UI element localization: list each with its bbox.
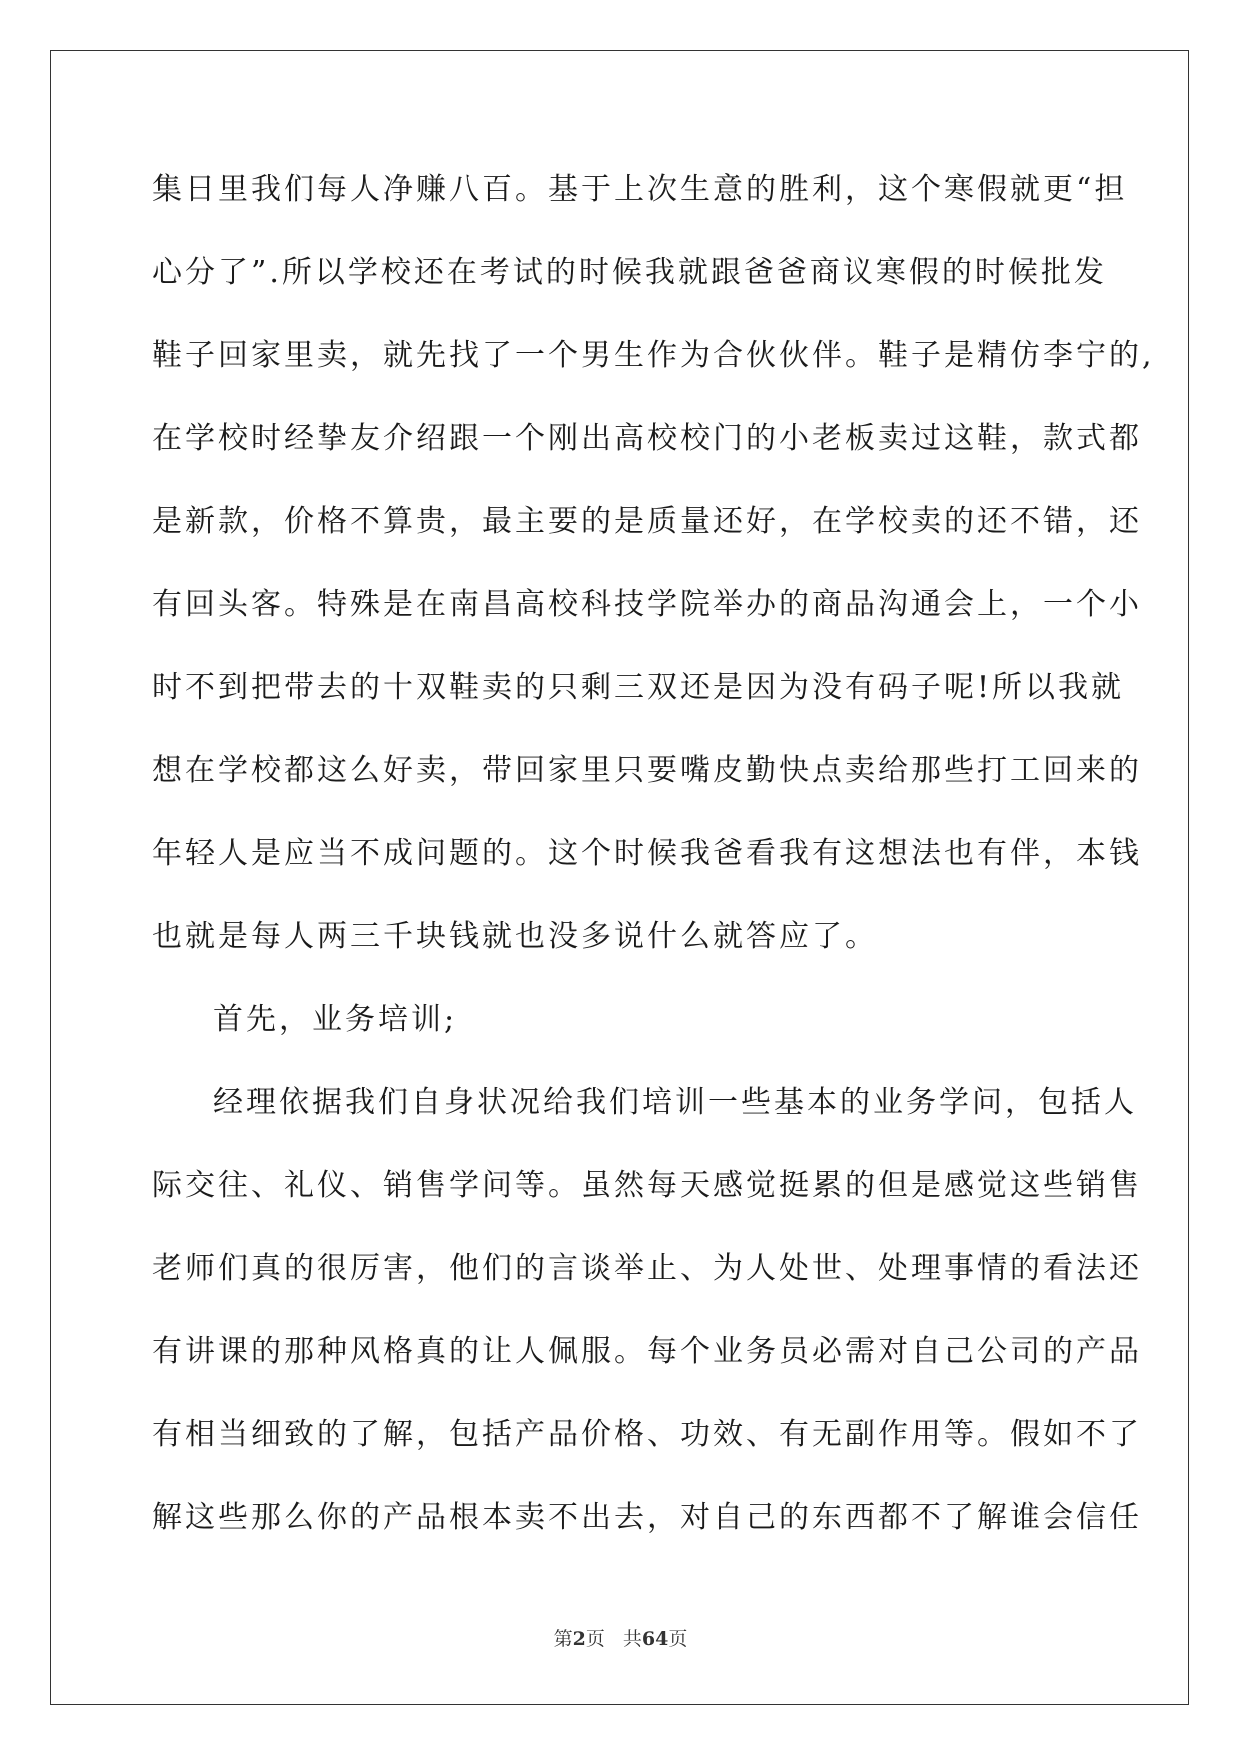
total-prefix: 共 <box>622 1628 642 1650</box>
text-line: 心分了”.所以学校还在考试的时候我就跟爸爸商议寒假的时候批发 <box>152 255 1107 290</box>
text-line: 解这些那么你的产品根本卖不出去，对自己的东西都不了解谁会信任 <box>152 1500 1142 1535</box>
text-line: 有讲课的那种风格真的让人佩服。每个业务员必需对自己公司的产品 <box>152 1334 1142 1369</box>
total-pages: 64 <box>641 1628 669 1650</box>
page-number: 2 <box>572 1628 586 1650</box>
text-line: 是新款，价格不算贵，最主要的是质量还好，在学校卖的还不错，还 <box>152 504 1142 539</box>
text-line: 集日里我们每人净赚八百。基于上次生意的胜利，这个寒假就更“担 <box>152 172 1128 207</box>
page-prefix: 第 <box>553 1628 573 1650</box>
document-body <box>152 163 1155 1574</box>
text-line: 际交往、礼仪、销售学问等。虽然每天感觉挺累的但是感觉这些销售 <box>152 1168 1142 1203</box>
text-line: 时不到把带去的十双鞋卖的只剩三双还是因为没有码子呢!所以我就 <box>152 670 1125 705</box>
section-heading: 首先，业务培训; <box>213 1002 458 1037</box>
text-line: 在学校时经挚友介绍跟一个刚出高校校门的小老板卖过这鞋，款式都 <box>152 421 1142 456</box>
text-line: 老师们真的很厉害，他们的言谈举止、为人处世、处理事情的看法还 <box>152 1251 1142 1286</box>
text-line: 想在学校都这么好卖，带回家里只要嘴皮勤快点卖给那些打工回来的 <box>152 753 1142 788</box>
text-line: 有回头客。特殊是在南昌高校科技学院举办的商品沟通会上，一个小 <box>152 587 1142 622</box>
page-footer <box>0 1624 1241 1651</box>
text-line: 经理依据我们自身状况给我们培训一些基本的业务学问，包括人 <box>213 1085 1137 1120</box>
text-line: 也就是每人两三千块钱就也没多说什么就答应了。 <box>152 919 878 954</box>
text-line: 年轻人是应当不成问题的。这个时候我爸看我有这想法也有伴，本钱 <box>152 836 1142 871</box>
total-suffix: 页 <box>668 1628 688 1650</box>
page-suffix: 页 <box>585 1628 605 1650</box>
text-line: 有相当细致的了解，包括产品价格、功效、有无副作用等。假如不了 <box>152 1417 1142 1452</box>
text-line: 鞋子回家里卖，就先找了一个男生作为合伙伙伴。鞋子是精仿李宁的, <box>152 338 1155 373</box>
